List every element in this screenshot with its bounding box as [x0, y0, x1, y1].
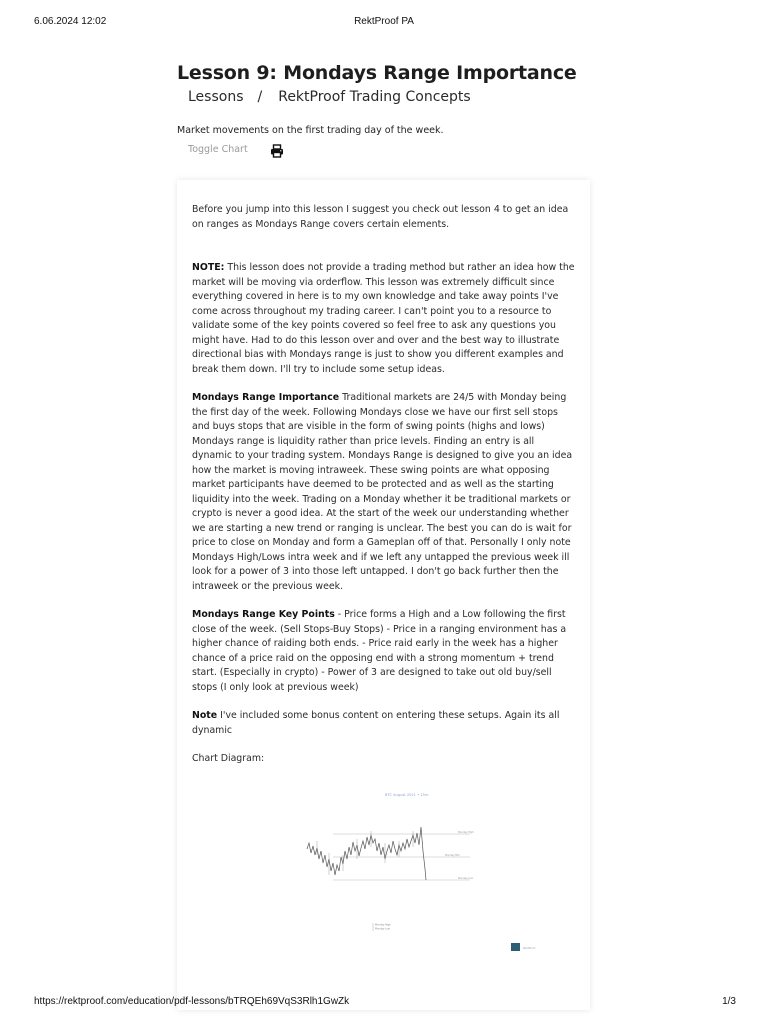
chart-diagram-image [295, 785, 555, 957]
toggle-chart-button[interactable]: Toggle Chart [188, 144, 248, 155]
price-series [307, 827, 426, 880]
print-header [0, 16, 768, 30]
lesson-content [192, 203, 577, 767]
keypoints-text: - Price forms a High and a Low following the first close of the week. (Sell Stops-Buy Stops) - Price in a ranging environment has a higher chance of raiding both ends. - Price raid early in the week has a higher chance of a price raid on the opposing end with a strong momentum + trend start. (Especially in crypto) - Power of 3 are designed to take out old buy/sell stops (I only look at previous week) [192, 609, 567, 693]
breadcrumb-course-link[interactable]: RektProof Trading Concepts [278, 89, 471, 105]
print-footer [0, 996, 768, 1010]
breadcrumb [188, 89, 471, 105]
chart-title: BTC August 2021 • 15m [385, 793, 429, 797]
bonus-paragraph [192, 709, 577, 738]
level-label-high: Monday High [458, 831, 474, 834]
importance-paragraph [192, 391, 577, 594]
lesson-subtitle: Market movements on the first trading day of the week. [177, 125, 444, 136]
importance-label: Mondays Range Importance [192, 392, 340, 403]
page-title: Lesson 9: Mondays Range Importance [177, 62, 577, 84]
intro-paragraph: Before you jump into this lesson I suggest you check out lesson 4 to get an idea on ranges as Mondays Range covers certain elements. [192, 204, 569, 230]
note-paragraph [192, 261, 577, 377]
brand-label: RektProof [523, 947, 536, 950]
print-title: RektProof PA [354, 16, 414, 27]
bonus-text: I've included some bonus content on entering these setups. Again its all dynamic [192, 710, 560, 736]
note-label: NOTE: [192, 262, 225, 273]
legend-low: Monday Low [375, 927, 390, 931]
keypoints-label: Mondays Range Key Points [192, 609, 335, 620]
breadcrumb-separator: / [257, 89, 263, 105]
brand-logo-icon [511, 943, 520, 951]
chart-caption: Chart Diagram: [192, 753, 265, 764]
print-icon[interactable] [270, 143, 284, 157]
print-url: https://rektproof.com/education/pdf-lessons/bTRQEh69VqS3Rlh1GwZk [34, 996, 350, 1007]
page-number: 1/3 [722, 996, 736, 1007]
note-text: This lesson does not provide a trading method but rather an idea how the market will be moving via orderflow. This lesson was extremely difficult since everything covered in here is to my own knowledge and take away points I've come across throughout my trading career. I can't point you to a resource to validate some of the key points covered so feel free to ask any questions you might have. Had to do this lesson over and over and the best way to illustrate directional bias with Mondays range is just to show you different examples and break them down. I'll try to include some setup ideas. [192, 262, 575, 375]
legend-high: Monday High [375, 923, 391, 927]
breadcrumb-lessons-link[interactable]: Lessons [188, 89, 244, 105]
keypoints-paragraph [192, 608, 577, 695]
level-label-mid: Monday Mid [445, 854, 460, 857]
print-date: 6.06.2024 12:02 [34, 16, 107, 27]
bonus-label: Note [192, 710, 218, 721]
level-label-low: Monday Low [458, 877, 473, 880]
importance-text: Traditional markets are 24/5 with Monday being the first day of the week. Following Mondays close we have our first sell stops and buys stops that are visible in the form of swing points (highs and lows) Mondays range is liquidity rather than price levels. Finding an entry is all dynamic to your trading system. Mondays Range is designed to give you an idea how the market is moving intraweek. These swing points are what opposing market participants have deemed to be protected and as well as the starting liquidity into the week. Trading on a Monday whether it be traditional markets or crypto is never a good idea. At the start of the week our understanding whether we are starting a new trend or ranging is unclear. The best you can do is wait for price to close on Monday and form a Gameplan off of that. Personally I only note Mondays High/Lows intra week and if we left any untapped the previous week ill look for a power of 3 into those left untapped. I don't go back further then the intraweek or the previous week. [192, 392, 573, 592]
